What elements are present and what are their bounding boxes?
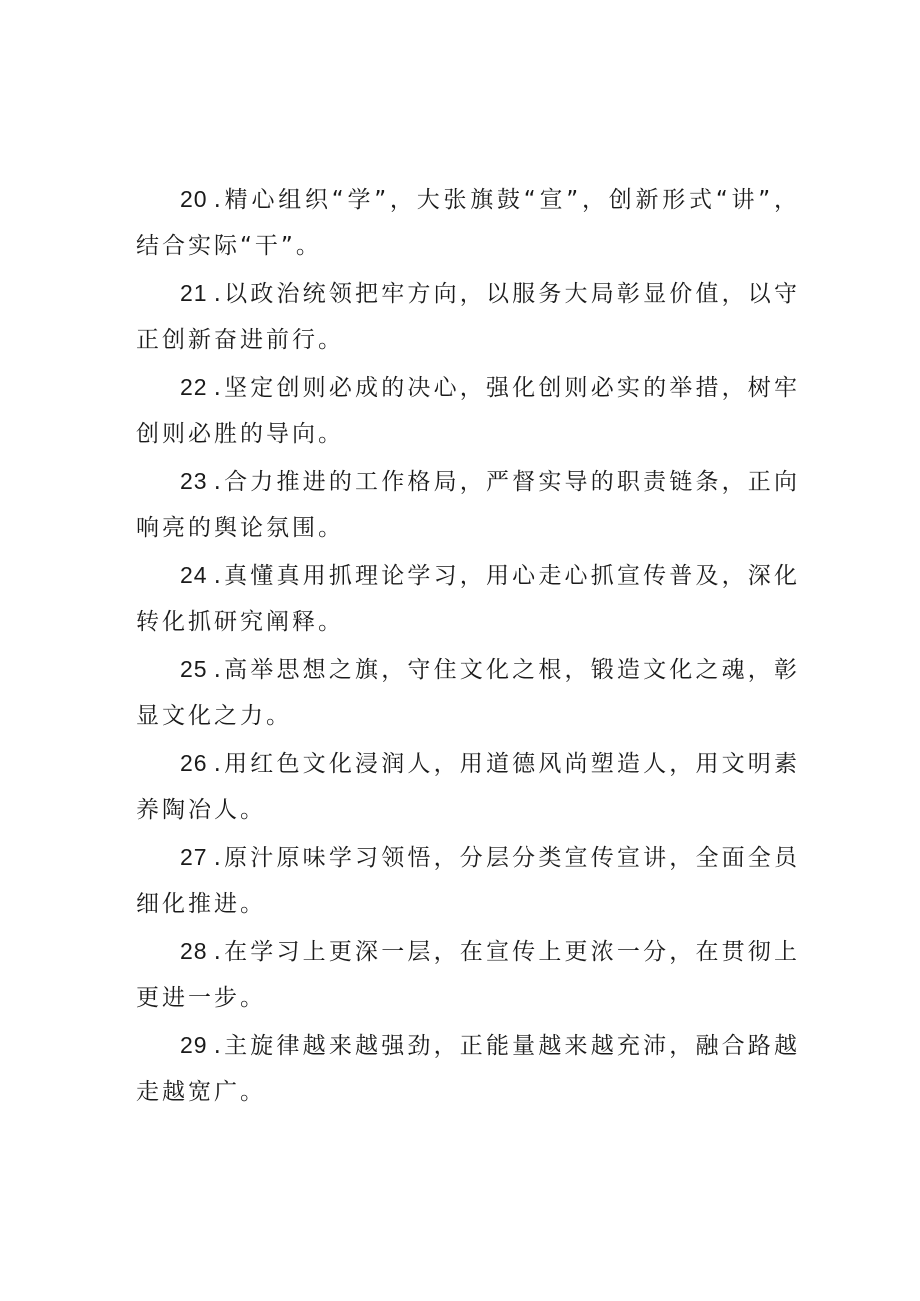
item-text: .坚定创则必成的决心，强化创则必实的举措，树牢创则必胜的导向。 [136,375,800,447]
list-item [136,458,800,551]
list-item [136,364,800,457]
list-item [136,552,800,645]
item-number: 21 [180,280,208,306]
item-number: 24 [180,562,208,588]
list-item [136,270,800,363]
item-text: .合力推进的工作格局，严督实导的职责链条，正向响亮的舆论氛围。 [136,469,800,541]
list-item [136,928,800,1021]
list-item [136,740,800,833]
item-text: .真懂真用抓理论学习，用心走心抓宣传普及，深化转化抓研究阐释。 [136,563,800,635]
item-text: .用红色文化浸润人，用道德风尚塑造人，用文明素养陶冶人。 [136,751,800,823]
item-number: 29 [180,1032,208,1058]
list-item [136,176,800,269]
item-text: .高举思想之旗，守住文化之根，锻造文化之魂，彰显文化之力。 [136,657,800,729]
item-text: .原汁原味学习领悟，分层分类宣传宣讲，全面全员细化推进。 [136,845,800,917]
item-text: .以政治统领把牢方向，以服务大局彰显价值，以守正创新奋进前行。 [136,281,800,353]
item-text: .精心组织“学”，大张旗鼓“宣”，创新形式“讲”，结合实际“干”。 [136,187,800,259]
item-number: 27 [180,844,208,870]
item-number: 23 [180,468,208,494]
item-number: 25 [180,656,208,682]
slogan-list [136,176,800,1116]
list-item [136,646,800,739]
item-text: .在学习上更深一层，在宣传上更浓一分，在贯彻上更进一步。 [136,939,800,1011]
item-number: 22 [180,374,208,400]
list-item [136,834,800,927]
item-number: 20 [180,186,208,212]
list-item [136,1022,800,1115]
item-text: .主旋律越来越强劲，正能量越来越充沛，融合路越走越宽广。 [136,1033,800,1105]
item-number: 28 [180,938,208,964]
item-number: 26 [180,750,208,776]
